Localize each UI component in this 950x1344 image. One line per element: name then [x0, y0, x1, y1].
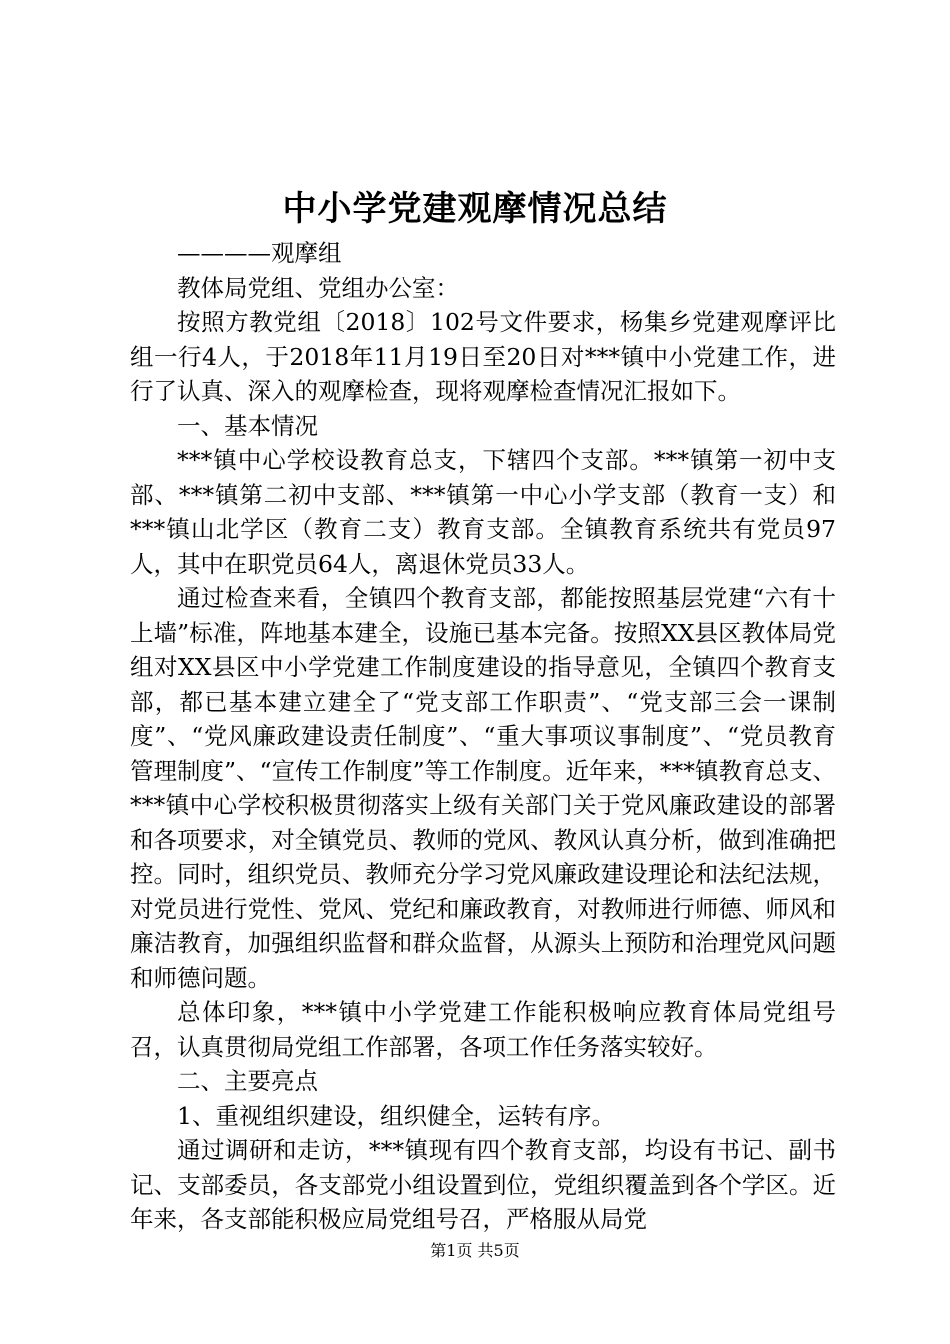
section-heading-highlights: 二、主要亮点: [177, 1067, 318, 1095]
document-title: 中小学党建观摩情况总结: [282, 189, 668, 229]
signature-line: ————观摩组: [177, 239, 342, 267]
basic-paragraph-2: 通过检查来看，全镇四个教育支部，都能按照基层党建“六有十上墙”标准，阵地基本建全，设施已基本完备。按照XX县区教体局党组对XX县区中小学党建工作制度建设的指导意见，全镇四个教育支部，都已基本建立建全了“党支部工作职责”、“党支部三会一课制度”、“党风廉政建设责任制度”、“重大事项议事制度”、“党员教育管理制度”、“宣传工作制度”等工作制度。近年来，***镇教育总支、***镇中心学校积极贯彻落实上级有关部门关于党风廉政建设的部署和各项要求，对全镇党员、教师的党风、教风认真分析，做到准确把控。同时，组织党员、教师充分学习党风廉政建设理论和法纪法规，对党员进行党性、党风、党纪和廉政教育，对教师进行师德、师风和廉洁教育，加强组织监督和群众监督，从源头上预防和治理党风问题和师德问题。: [130, 584, 836, 992]
section-heading-basic: 一、基本情况: [177, 411, 318, 440]
document-body: [130, 236, 836, 1237]
highlight-subheading-1: 1、重视组织建设，组织健全，运转有序。: [177, 1101, 615, 1130]
intro-paragraph: 按照方教党组〔2018〕102号文件要求，杨集乡党建观摩评比组一行4人，于2018年11月19日至20日对***镇中小党建工作，进行了认真、深入的观摩检查，现将观摩检查情况汇报如下。: [130, 308, 836, 405]
page-footer: 第1页 共5页: [430, 1241, 520, 1260]
overall-impression-paragraph: 总体印象，***镇中小学党建工作能积极响应教育体局党组号召，认真贯彻局党组工作部署，各项工作任务落实较好。: [130, 998, 836, 1061]
highlight-paragraph-1: 通过调研和走访，***镇现有四个教育支部，均设有书记、副书记、支部委员，各支部党小组设置到位，党组织覆盖到各个学区。近年来，各支部能积极应局党组号召，严格服从局党: [130, 1136, 836, 1233]
addressee-line: 教体局党组、党组办公室：: [177, 273, 459, 302]
basic-paragraph-1: ***镇中心学校设教育总支，下辖四个支部。***镇第一初中支部、***镇第二初中支部、***镇第一中心小学支部（教育一支）和***镇山北学区（教育二支）教育支部。全镇教育系统共有党员97人，其中在职党员64人，离退休党员33人。: [130, 446, 836, 578]
